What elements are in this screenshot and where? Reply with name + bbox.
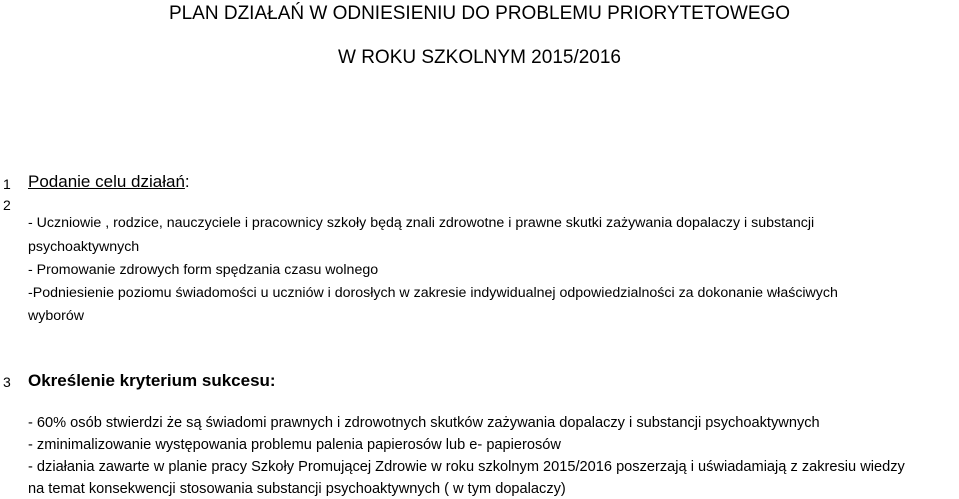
section-1-heading-text: Podanie celu działań	[28, 172, 185, 191]
line-number-1: 1	[3, 176, 11, 192]
section-1-line-4: -Podniesienie poziomu świadomości u uczniów i dorosłych w zakresie indywidualnej odpowiedzialności za dokonanie właściwych	[28, 285, 838, 301]
section-1-heading-suffix: :	[184, 172, 190, 191]
section-2-line-1: - 60% osób stwierdzi że są świadomi prawnych i zdrowotnych skutków zażywania dopalaczy i substancji psychoaktywnych	[28, 415, 820, 431]
section-1-line-2: psychoaktywnych	[28, 239, 140, 255]
section-1-heading	[28, 172, 190, 192]
section-2-line-3: - działania zawarte w planie pracy Szkoły Promującej Zdrowie w roku szkolnym 2015/2016 poszerzają i uświadamiają z zakresiu wiedzy	[28, 459, 905, 475]
section-1-line-5: wyborów	[28, 308, 84, 324]
section-2-heading-text: Określenie kryterium sukcesu:	[28, 371, 276, 390]
document-title-line-2: W ROKU SZKOLNYM 2015/2016	[338, 47, 621, 68]
section-2-line-4: na temat konsekwencji stosowania substancji psychoaktywnych ( w tym dopalaczy)	[28, 481, 566, 497]
section-2-line-2: - zminimalizowanie występowania problemu palenia papierosów lub e- papierosów	[28, 437, 561, 453]
line-number-3: 3	[3, 374, 11, 390]
document-title-line-1: PLAN DZIAŁAŃ W ODNIESIENIU DO PROBLEMU PRIORYTETOWEGO	[168, 3, 791, 24]
section-1-line-3: - Promowanie zdrowych form spędzania czasu wolnego	[28, 262, 379, 278]
line-number-2: 2	[3, 197, 11, 213]
section-1-line-1: - Uczniowie , rodzice, nauczyciele i pracownicy szkoły będą znali zdrowotne i prawne skutki zażywania dopalaczy i substancji	[28, 215, 815, 231]
section-2-heading	[28, 371, 276, 391]
